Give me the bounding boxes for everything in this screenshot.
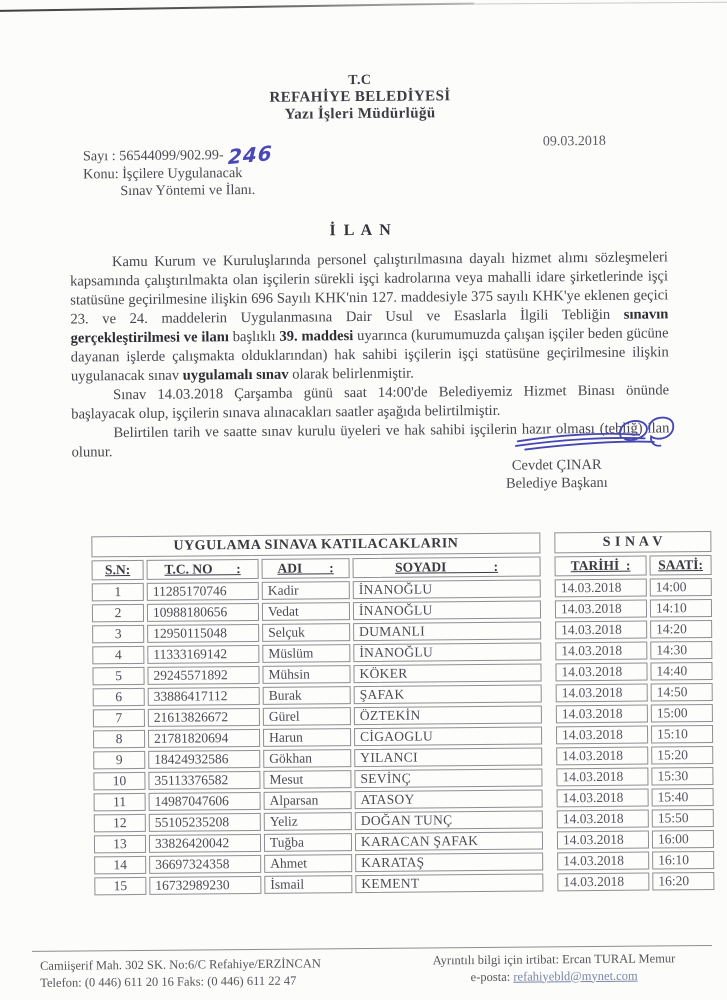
table-gap (544, 663, 552, 681)
cell-soyadi: SEVİNÇ (354, 768, 542, 788)
cell-adi: Burak (263, 686, 351, 705)
cell-tarihi: 14.03.2018 (556, 726, 648, 745)
cell-tc: 36697324358 (149, 855, 261, 874)
column-header-tarihi: TARİHİ : (554, 556, 646, 577)
cell-saati: 14:20 (650, 620, 712, 639)
cell-soyadi: İNANOĞLU (353, 642, 541, 662)
cell-sn: 2 (92, 604, 144, 622)
table-row (94, 809, 714, 832)
cell-tarihi: 14.03.2018 (555, 621, 647, 640)
cell-adi: Gökhan (263, 749, 351, 768)
table-row (94, 872, 714, 895)
table-row (94, 851, 714, 874)
cell-sn: 14 (94, 856, 146, 874)
group-header-participants: UYGULAMA SINAVA KATILACAKLARIN (91, 532, 540, 557)
column-header-sn: S.N: (92, 560, 144, 580)
cell-saati: 14:30 (650, 641, 712, 660)
cell-saati: 15:10 (651, 725, 713, 744)
cell-adi: Mühsin (262, 665, 350, 684)
footer-email-link[interactable]: refahiyebld@mynet.com (513, 968, 638, 984)
cell-sn: 3 (92, 625, 144, 643)
table-gap (545, 684, 553, 702)
table-gap (543, 556, 551, 576)
cell-tc: 33886417112 (148, 687, 260, 706)
column-header-adi: ADI : (262, 558, 350, 579)
table-gap (544, 642, 552, 660)
table-row (92, 578, 712, 601)
cell-soyadi: İNANOĞLU (353, 600, 541, 620)
footer-phone-fax: Telefon: (0 446) 611 20 16 Faks: (0 446) 611 22 47 (40, 973, 297, 990)
cell-soyadi: YILANCI (354, 747, 542, 767)
cell-tarihi: 14.03.2018 (556, 705, 648, 724)
table-column-header-row (92, 555, 712, 580)
table-row (93, 767, 713, 790)
cell-soyadi: KARACAN ŞAFAK (355, 831, 543, 851)
table-gap (546, 810, 554, 828)
cell-sn: 12 (94, 814, 146, 832)
signatory-name: Cevdet ÇINAR (511, 456, 602, 474)
cell-tarihi: 14.03.2018 (557, 789, 649, 808)
cell-soyadi: İNANOĞLU (353, 579, 541, 599)
sayi-line (82, 140, 273, 170)
column-header-soyadi: SOYADI : (353, 556, 541, 578)
cell-adi: Kadir (262, 581, 350, 600)
cell-sn: 10 (93, 772, 145, 790)
footer-email-label: e-posta: (470, 969, 514, 984)
table-row (93, 746, 713, 769)
table-gap (544, 579, 552, 597)
footer-contact-block (396, 950, 712, 986)
cell-sn: 9 (93, 751, 145, 769)
column-header-tc: T.C. NO : (147, 559, 259, 580)
document-date: 09.03.2018 (542, 133, 606, 150)
cell-adi: Ahmet (264, 854, 352, 873)
cell-saati: 16:10 (652, 851, 714, 870)
table-gap (545, 768, 553, 786)
footer-address-block (40, 955, 321, 990)
letterhead-tc: T.C (348, 72, 372, 89)
cell-sn: 1 (92, 583, 144, 601)
cell-tarihi: 14.03.2018 (556, 747, 648, 766)
cell-tc: 11285170746 (147, 582, 259, 601)
cell-soyadi: DOĞAN TUNÇ (355, 810, 543, 830)
cell-tc: 29245571892 (147, 666, 259, 685)
konu-text-line2: Sınav Yöntemi ve İlanı. (120, 181, 256, 200)
paragraph: Belirtilen tarih ve saatte sınav kurulu üyeleri ve hak sahibi işçilerin hazır olması (tebliğ) ilan olunur. (71, 420, 670, 461)
table-row (92, 599, 712, 622)
cell-saati: 16:20 (652, 872, 714, 891)
cell-saati: 14:50 (651, 683, 713, 702)
cell-adi: Selçuk (262, 623, 350, 642)
cell-tarihi: 14.03.2018 (557, 810, 649, 829)
cell-tarihi: 14.03.2018 (557, 873, 649, 892)
cell-tarihi: 14.03.2018 (555, 642, 647, 661)
paragraph: Kamu Kurum ve Kuruluşlarında personel çalıştırılmasına dayalı hizmet alımı sözleşmeleri kapsamında çalıştırılmakta olan işçilerin sürekli işçi kadrolarına veya mahalli idare şirketlerinde işçi statüsüne geçirilmesine ilişkin 696 Sayılı KHK'nin 127. maddesiyle 375 sayılı KHK'ye eklenen geçici 23. ve 24. maddelerin Uygulanmasına Dair Usul ve Esaslarla İlgili Tebliğin sınavın gerçekleştirilmesi ve ilanı başlıklı 39. maddesi uyarınca (kurumumuzda çalışan işçiler beden gücüne dayanan işlerde çalışmakta olduklarından) hak sahibi işçilerin işçi statüsüne geçirilmesine ilişkin uygulanacak sınav uygulamalı sınav olarak belirlenmiştir. (70, 249, 669, 385)
handwritten-signature (511, 413, 691, 461)
cell-tc: 12950115048 (147, 624, 259, 643)
cell-tc: 35113376582 (148, 771, 260, 790)
cell-adi: İsmail (264, 875, 352, 894)
letterhead-municipality: REFAHİYE BELEDİYESİ (269, 88, 451, 106)
cell-tc: 18424932586 (148, 750, 260, 769)
footer-address: Camiişerif Mah. 302 SK. No:6/C Refahiye/ERZİNCAN (39, 956, 321, 973)
cell-saati: 16:00 (652, 830, 714, 849)
cell-tc: 16732989230 (149, 876, 261, 895)
table-gap (545, 705, 553, 723)
cell-tc: 33826420042 (149, 834, 261, 853)
cell-tc: 21613826672 (148, 708, 260, 727)
cell-soyadi: DUMANLI (353, 621, 541, 641)
table-row (93, 725, 713, 748)
konu-text-line1: İşçilere Uygulanacak (122, 164, 243, 182)
cell-adi: Tuğba (264, 833, 352, 852)
cell-saati: 15:00 (651, 704, 713, 723)
table-gap (546, 852, 554, 870)
cell-tarihi: 14.03.2018 (557, 852, 649, 871)
table-row (94, 788, 714, 811)
cell-saati: 15:40 (652, 788, 714, 807)
cell-soyadi: KARATAŞ (355, 852, 543, 872)
cell-sn: 4 (92, 646, 144, 664)
cell-tarihi: 14.03.2018 (555, 663, 647, 682)
cell-tarihi: 14.03.2018 (556, 684, 648, 703)
cell-saati: 15:50 (652, 809, 714, 828)
exam-table-body (92, 578, 715, 895)
table-gap (545, 726, 553, 744)
cell-sn: 8 (93, 730, 145, 748)
table-group-header-row (91, 531, 711, 557)
paragraph: Sınav 14.03.2018 Çarşamba günü saat 14:00'de Belediyemiz Hizmet Binası önünde başlayacak olup, işçilerin sınava alınacakları saatler aşağıda belirtilmiştir. (71, 382, 670, 423)
sayi-number: 56544099/902.99- (119, 147, 224, 165)
reference-block (82, 140, 273, 201)
cell-adi: Müslüm (262, 644, 350, 663)
cell-sn: 6 (93, 688, 145, 706)
cell-adi: Harun (263, 728, 351, 747)
letterhead-department: Yazı İşleri Müdürlüğü (284, 105, 436, 123)
cell-saati: 14:10 (650, 599, 712, 618)
table-gap (543, 532, 551, 553)
cell-soyadi: KÖKER (353, 663, 541, 683)
table-row (92, 662, 712, 685)
cell-soyadi: ATASOY (355, 789, 543, 809)
table-row (94, 830, 714, 853)
letterhead (0, 69, 724, 126)
signatory-block (457, 456, 657, 493)
cell-sn: 15 (94, 877, 146, 895)
cell-tc: 21781820694 (148, 729, 260, 748)
cell-tarihi: 14.03.2018 (555, 600, 647, 619)
cell-adi: Yeliz (264, 812, 352, 831)
cell-soyadi: KEMENT (355, 873, 543, 893)
group-header-exam: S I N A V (554, 531, 711, 553)
table-gap (546, 789, 554, 807)
cell-saati: 14:00 (650, 578, 712, 597)
table-gap (544, 621, 552, 639)
table-gap (546, 873, 554, 891)
announcement-title: İ L A N (329, 221, 393, 240)
cell-tc: 55105235208 (149, 813, 261, 832)
cell-soyadi: ÖZTEKİN (354, 705, 542, 725)
cell-tc: 11333169142 (147, 645, 259, 664)
sayi-label: Sayı : (82, 148, 116, 165)
cell-tc: 14987047606 (149, 792, 261, 811)
table-gap (545, 747, 553, 765)
exam-schedule-table (88, 528, 717, 898)
cell-sn: 5 (92, 667, 144, 685)
cell-saati: 15:20 (651, 746, 713, 765)
cell-saati: 15:30 (651, 767, 713, 786)
cell-saati: 14:40 (650, 662, 712, 681)
footer-email-line (396, 966, 712, 985)
table-gap (546, 831, 554, 849)
cell-sn: 7 (93, 709, 145, 727)
cell-adi: Mesut (263, 770, 351, 789)
table-row (93, 683, 713, 706)
table-row (93, 704, 713, 727)
konu-label: Konu: (83, 165, 119, 182)
signatory-title: Belediye Başkanı (505, 474, 608, 492)
cell-sn: 13 (94, 835, 146, 853)
table-gap (544, 600, 552, 618)
cell-tarihi: 14.03.2018 (556, 768, 648, 787)
table-row (92, 641, 712, 664)
table-row (92, 620, 712, 643)
handwritten-document-number: 246 (227, 140, 273, 170)
cell-adi: Alparsan (264, 791, 352, 810)
cell-soyadi: CİGAOGLU (354, 726, 542, 746)
cell-soyadi: ŞAFAK (354, 684, 542, 704)
cell-tarihi: 14.03.2018 (555, 579, 647, 598)
cell-tarihi: 14.03.2018 (557, 831, 649, 850)
cell-sn: 11 (94, 793, 146, 811)
column-header-saati: SAATİ: (649, 555, 711, 576)
cell-adi: Vedat (262, 602, 350, 621)
footer-contact-person: Ayrıntılı bilgi için irtibat: Ercan TURAL Memur (432, 951, 676, 968)
cell-adi: Gürel (263, 707, 351, 726)
cell-tc: 10988180656 (147, 603, 259, 622)
